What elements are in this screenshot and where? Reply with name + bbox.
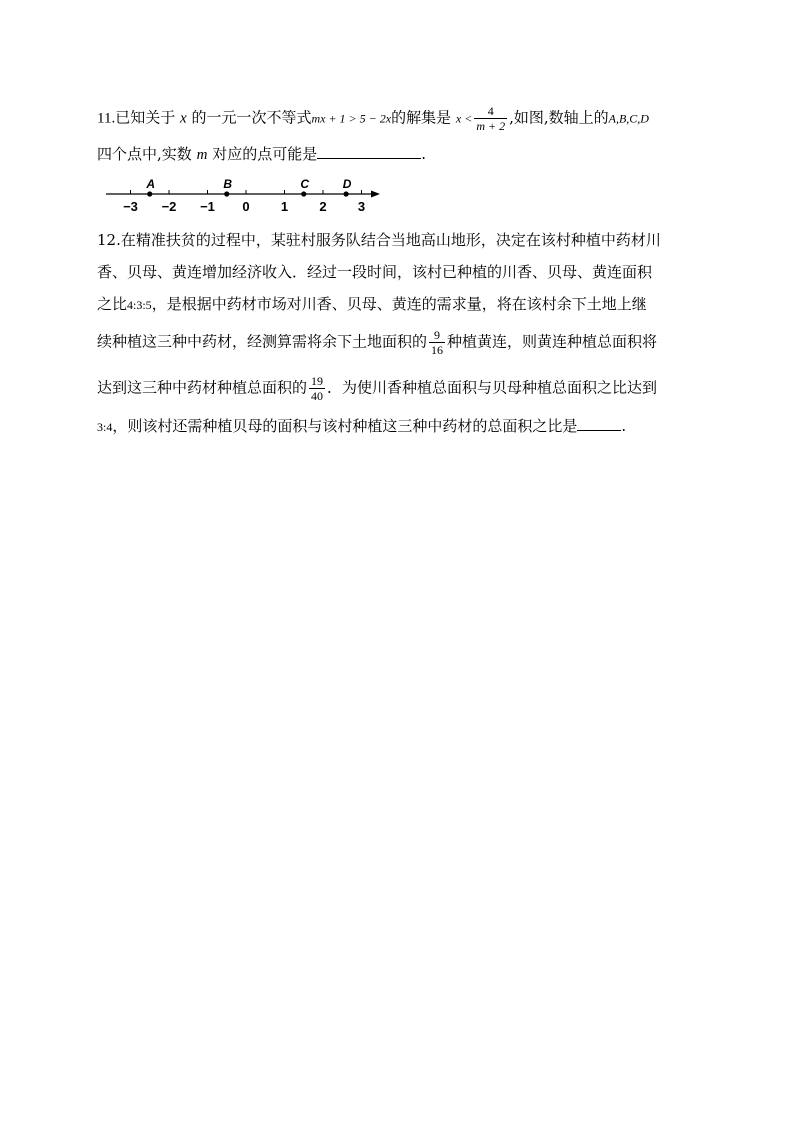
number-line-point-label: C [300, 177, 310, 191]
q12-frac2-den: 40 [311, 389, 324, 403]
q11-text-d: ,如图,数轴上的 [509, 108, 609, 127]
q11-var-x: x [180, 110, 187, 127]
q12-fraction-2 [309, 374, 325, 403]
q11-solution-lhs: x < [455, 111, 473, 126]
q12-ratio-2: 3:4 [97, 420, 113, 434]
number-line-tick-label: −3 [123, 199, 138, 214]
q12-line-4 [97, 328, 657, 357]
q12-frac1-den: 16 [431, 343, 444, 357]
q11-var-m: m [196, 147, 208, 163]
q12-ratio-1: 4:3:5 [127, 298, 152, 312]
number-line-point-b [224, 191, 229, 196]
number-line-figure [100, 172, 390, 216]
q12-line2: 香、贝母、黄连增加经济收入．经过一段时间，该村已种植的川香、贝母、黄连面积 [97, 263, 653, 281]
q11-line-2 [97, 144, 426, 165]
q11-text-c: 的解集是 [391, 108, 452, 127]
q11-points-list: A,B,C,D [608, 111, 649, 126]
q12-line-3 [97, 294, 647, 315]
number-line-tick-label: −1 [200, 199, 215, 214]
q11-line2-end: . [421, 145, 426, 163]
number-line-point-d [344, 191, 349, 196]
q12-line6-a: ，则该村还需种植贝母的面积与该村种植这三种中药材的总面积之比是 [112, 417, 578, 435]
number-line-tick-label: 2 [319, 199, 327, 214]
q11-line2-a: 四个点中,实数 [97, 145, 192, 163]
q12-line5-b: ．为使川香种植总面积与贝母种植总面积之比达到 [327, 378, 658, 397]
q12-line5-a: 达到这三种中药材种植总面积的 [97, 378, 308, 397]
number-line-tick-label: 0 [242, 199, 250, 214]
q11-frac-den: m + 2 [476, 119, 506, 133]
q11-answer-blank[interactable] [317, 144, 421, 159]
q11-number: 11. [97, 110, 116, 127]
number-line-point-c [301, 191, 306, 196]
q12-frac1-num: 9 [434, 328, 441, 342]
q12-line4-a: 续种植这三种中药材，经测算需将余下土地面积的 [97, 332, 428, 351]
number-line-tick-label: −2 [161, 199, 177, 214]
number-line-point-label: B [223, 177, 233, 191]
q12-line3-a: 之比 [97, 295, 128, 313]
q12-line4-b: 种植黄连，则黄连种植总面积将 [447, 332, 658, 351]
q11-text-a: 已知关于 [115, 108, 176, 127]
q12-answer-blank[interactable] [577, 416, 621, 431]
q12-frac2-num: 19 [311, 374, 324, 388]
q12-line6-end: . [621, 417, 627, 435]
number-line-tick-label: 1 [280, 199, 289, 214]
q12-line-6 [97, 416, 626, 437]
q11-line-1 [97, 104, 649, 133]
number-line-arrow [371, 191, 380, 198]
q11-inequality: mx + 1 > 5 − 2x [311, 111, 392, 126]
q11-text-b: 的一元一次不等式 [191, 108, 312, 127]
number-line-point-a [147, 191, 152, 196]
q12-line3-b: ，是根据中药材市场对川香、贝母、黄连的需求量，将在该村余下土地上继 [151, 295, 647, 313]
number-line-point-label: A [146, 177, 156, 191]
number-line-tick-label: 3 [357, 199, 366, 214]
q11-line2-b: 对应的点可能是 [212, 145, 318, 163]
q11-fraction [474, 104, 507, 133]
number-line-point-label: D [342, 177, 352, 191]
q11-frac-num: 4 [487, 104, 494, 118]
q12-line-2 [97, 262, 652, 282]
q12-fraction-1 [429, 328, 445, 357]
q12-line-1 [97, 230, 661, 250]
q12-line-5 [97, 374, 657, 403]
q12-line1: 12.在精准扶贫的过程中，某驻村服务队结合当地高山地形，决定在该村种植中药材川 [97, 231, 661, 249]
